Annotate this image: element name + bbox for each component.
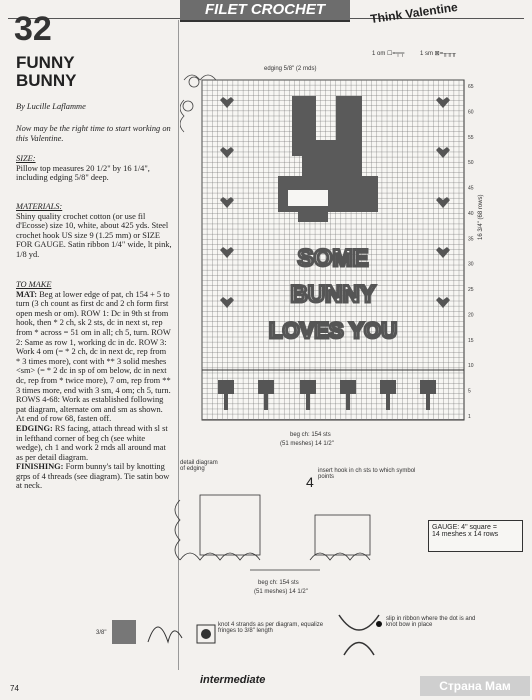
row-marker: 10 — [468, 363, 474, 370]
to-make-heading: TO MAKE — [16, 280, 52, 289]
detail-beg-1: beg ch: 154 sts — [258, 580, 299, 586]
detail-beg-2: (51 meshes) 14 1/2" — [254, 589, 308, 595]
row-markers — [468, 84, 474, 420]
finishing-text: Form bunny's tail by knotting grps of 4 threads (see diagram). Tie satin bow at neck. — [16, 462, 170, 491]
detail-grid-left — [200, 495, 260, 555]
byline: By Lucille Laflamme — [16, 102, 86, 111]
flower-motif — [218, 380, 234, 394]
tail-note: knot 4 strands as per diagram, equalize fringes to 3/8" length — [218, 622, 324, 634]
chart-text-some: SOME — [297, 245, 369, 272]
flower-motif — [380, 380, 396, 394]
ribbon-note: slip in ribbon where the dot is and knot bow in place — [386, 616, 476, 628]
row-marker: 25 — [468, 287, 474, 294]
row-marker: 60 — [468, 109, 474, 116]
gauge-box — [428, 520, 523, 552]
detail-grid-right — [315, 515, 370, 555]
ribbon-illustration — [334, 610, 384, 660]
flower-stem — [386, 394, 390, 410]
flower-stem — [306, 394, 310, 410]
page-number: 74 — [10, 684, 19, 693]
flower-stem — [346, 394, 350, 410]
materials-section — [16, 202, 172, 260]
tail-knot-grid — [112, 620, 136, 644]
skill-level: intermediate — [200, 674, 266, 686]
knot-symbol-icon — [196, 624, 216, 644]
row-marker: 1 — [468, 414, 471, 420]
insert-note: insert hook in ch sts to which symbol points — [318, 468, 416, 480]
pattern-title — [16, 54, 76, 90]
tail-illustration — [108, 612, 188, 652]
detail-scallop-bottom-right — [310, 553, 370, 560]
row-marker: 20 — [468, 312, 474, 319]
size-text: Pillow top measures 20 1/2" by 16 1/4", including edging 5/8" deep. — [16, 163, 150, 183]
row-marker: 15 — [468, 337, 474, 344]
ribbon-dot — [376, 621, 382, 627]
flower-stem — [264, 394, 268, 410]
mat-text: Beg at lower edge of pat, ch 154 + 5 to turn (3 ch count as first dc and 2 ch form first open mesh or om). ROW 1: Dc in 9th st from hook, then * 2 ch, sk 2 sts, dc in next st, rep from * across = 51 om in all; ch 5, turn. ROW 2: Same as row 1, working dc in dc. ROW 3: Work 4 om (= * 2 ch, dc in next dc, rep from * 3 times more), cont with ** 3 solid meshes <sm> (= * 2 dc in sp of om below, dc in next dc, rep from * twice more), 7 om, rep from ** 3 times more, end with 3 sm, 4 om; ch 5, turn. ROWS 4-68: Work as established following pat diagram, alternate om and sm as shown. At end of row 68, fasten off. — [16, 289, 171, 424]
flower-motif — [300, 380, 316, 394]
flower-motif — [258, 380, 274, 394]
row-marker: 50 — [468, 160, 474, 167]
insert-number: 4 — [306, 474, 314, 490]
size-section — [16, 154, 172, 183]
size-heading: SIZE: — [16, 154, 36, 163]
edging-text: RS facing, attach thread with sl st in lefthand corner of beg ch (see white wedge), ch 1 and work 2 rnds all around mat as per detail diagram. — [16, 423, 168, 462]
detail-scallop-side — [175, 500, 180, 560]
side-dimension: 16 3/4" (68 rows) — [478, 194, 484, 240]
row-marker: 35 — [468, 236, 474, 243]
section-tag: Think Valentine — [369, 0, 459, 27]
bottom-dimension-1: beg ch: 154 sts — [290, 432, 331, 438]
section-banner: FILET CROCHET — [180, 0, 350, 22]
tail-size: 3/8" — [96, 630, 107, 636]
flower-stem — [224, 394, 228, 410]
finishing-paragraph — [16, 462, 172, 491]
row-marker: 55 — [468, 134, 474, 141]
flower-stem — [426, 394, 430, 410]
materials-text: Shiny quality crochet cotton (or use fil d'Ecosse) size 10, white, about 425 yds. Steel crochet hook US size 9 (1.25 mm) or SIZE FOR GAUGE. Satin ribbon 1/4" wide, lt pink, 1/8 yd. — [16, 211, 172, 259]
legend-sm: 1 sm ⊠=╥╥╥ — [420, 51, 456, 57]
row-marker: 30 — [468, 261, 474, 268]
materials-heading: MATERIALS: — [16, 202, 63, 211]
legend-om: 1 om ☐=╤╤ — [372, 51, 405, 57]
row-marker: 5 — [468, 388, 471, 395]
mat-label: MAT: — [16, 289, 38, 299]
title-line-1: FUNNY — [16, 53, 75, 72]
gauge-label: GAUGE: 4" square = — [432, 524, 497, 531]
chart-text-loves-you: LOVES YOU — [269, 318, 397, 343]
detail-scallop-bottom-left — [180, 553, 260, 560]
edging-label: EDGING: — [16, 423, 53, 433]
watermark: Страна Мам — [420, 676, 530, 696]
filet-chart — [180, 40, 530, 510]
tail-hook-icon — [148, 627, 182, 642]
to-make-section — [16, 280, 172, 491]
edging-detail-diagram — [170, 480, 420, 600]
intro-text: Now may be the right time to start working on this Valentine. — [16, 124, 171, 143]
row-marker: 45 — [468, 185, 474, 192]
pattern-number: 32 — [14, 10, 52, 48]
chart-text-bunny: BUNNY — [290, 281, 376, 308]
row-marker: 65 — [468, 84, 474, 90]
edging-paragraph — [16, 424, 172, 462]
title-line-2: BUNNY — [16, 71, 77, 90]
detail-label: detail diagram of edging — [180, 460, 218, 472]
finishing-label: FINISHING: — [16, 462, 64, 472]
row-marker: 40 — [468, 210, 474, 217]
edging-note: edging 5/8" (2 rnds) — [264, 66, 317, 72]
mat-paragraph — [16, 290, 172, 424]
flower-motif — [340, 380, 356, 394]
flower-motif — [420, 380, 436, 394]
bottom-dimension-2: (51 meshes) 14 1/2" — [280, 441, 334, 447]
gauge-value: 14 meshes x 14 rows — [432, 531, 499, 538]
